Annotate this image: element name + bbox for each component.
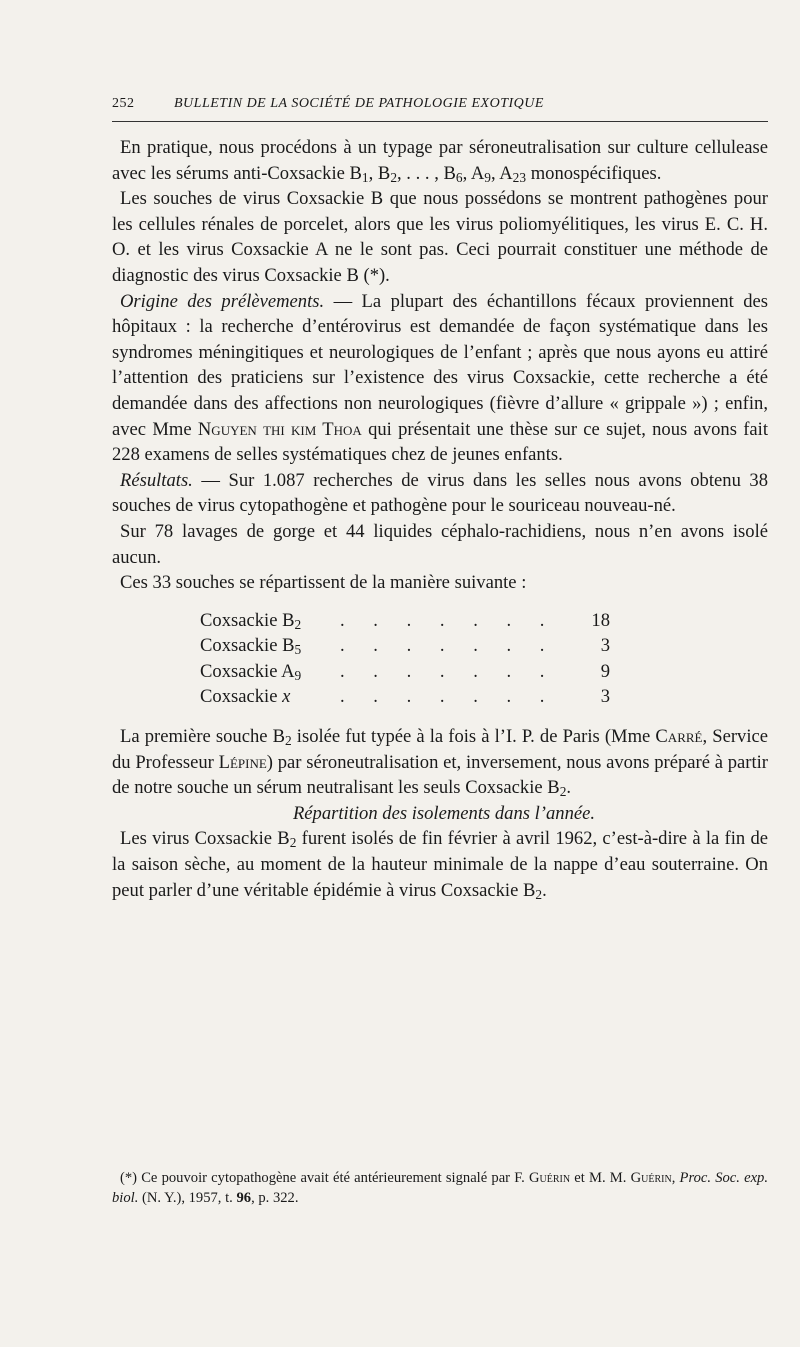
section-title: Répartition des isolements dans l’année. (292, 802, 596, 824)
results-heading: Résultats. (120, 469, 193, 491)
paragraph-results: Résultats. — Sur 1.087 recherches de virus dans les selles nous avons obtenu 38 souches de virus cytopathogène et pathogène pour le souriceau nouveau-né. (112, 469, 768, 517)
table-row: Coxsackie $A_9$ . . . . . . . 9 (200, 660, 610, 683)
page-number: 252 (112, 96, 135, 111)
author-name: Nguyen thi kim Thoa (197, 418, 362, 440)
article-body (112, 135, 768, 903)
paragraph-epidemic: Les virus Coxsackie $B_2$ furent isolés de fin février à avril 1962, c’est-à-dire à la fin de la saison sèche, au moment de la hauteur minimale de la nappe d’eau souterraine. On peut parler d’une véritable épidémie à virus Coxsackie $B_2$. (112, 828, 768, 902)
origin-heading: Origine des prélèvements. (120, 290, 325, 312)
results-table (200, 608, 610, 710)
journal-title: BULLETIN DE LA SOCIÉTÉ DE PATHOLOGIE EXOTIQUE (174, 96, 544, 111)
footnote: (*) Ce pouvoir cytopathogène avait été antérieurement signalé par F. Guérin et M. M. Guérin, Proc. Soc. exp. biol. (N. Y.), 1957, t. 96, p. 322. (112, 1170, 769, 1206)
header-rule (112, 121, 768, 122)
paragraph-first-strain: La première souche $B_2$ isolée fut typée à la fois à l’I. P. de Paris (Mme Carré, Service du Professeur Lépine) par séroneutralisation et, inversement, nous avons préparé à partir de notre souche un sérum neutralisant les seuls Coxsackie $B_2$. (112, 726, 768, 800)
paragraph-origin: Origine des prélèvements. — La plupart des échantillons fécaux proviennent des hôpitaux : la recherche d’entérovirus est demandée de façon systématique dans les syndromes méningitiques et neurologiques de l’enfant ; après que nous ayons eu attiré l’attention des praticiens sur l’existence des virus Coxsackie, cette recherche a été demandée dans des affections non neurologiques (fièvre d’allure « grippale ») ; enfin, avec Mme Nguyen thi kim Thoa qui présentait une thèse sur ce sujet, nous avons fait 228 examens de selles systématiques chez de jeunes enfants. (112, 290, 768, 466)
paragraph-distribution: Ces 33 souches se répartissent de la manière suivante : (120, 572, 527, 594)
paragraph-typing: En pratique, nous procédons à un typage par séroneutralisation sur culture cellulease avec les sérums anti-Coxsackie $B_1$, $B_2$, . . . , $B_6$, $A_9$, $A_{23}$ monospécifiques. (112, 137, 768, 185)
table-row: Coxsackie x . . . . . . . 3 (200, 686, 610, 708)
paragraph-pathogenicity: Les souches de virus Coxsackie B que nous possédons se montrent pathogènes pour les cellules rénales de porcelet, alors que les virus poliomyélitiques, les virus E. C. H. O. et les virus Coxsackie A ne le sont pas. Ceci pourrait constituer une méthode de diagnostic des virus Coxsackie B (*). (112, 188, 768, 286)
table-row: Coxsackie $B_2$ . . . . . . . 18 (200, 609, 610, 632)
table-row: Coxsackie $B_5$ . . . . . . . 3 (200, 635, 610, 658)
paragraph-throat: Sur 78 lavages de gorge et 44 liquides céphalo-rachidiens, nous n’en avons isolé aucun. (112, 520, 768, 568)
